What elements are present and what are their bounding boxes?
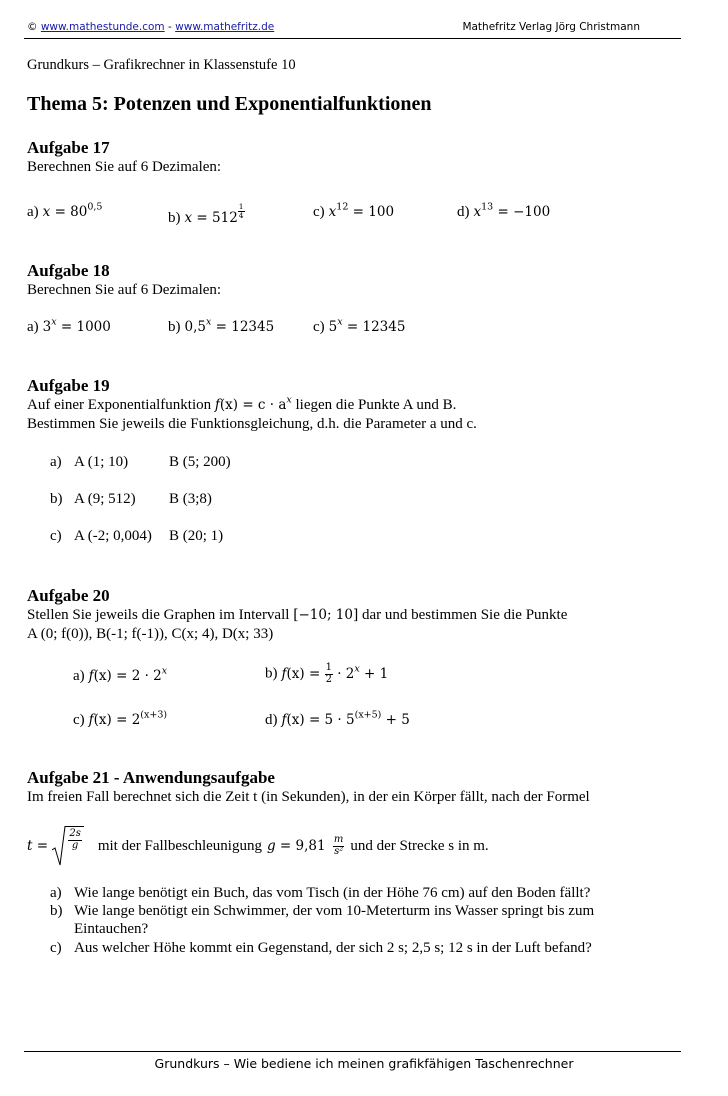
header-publisher: Mathefritz Verlag Jörg Christmann bbox=[462, 21, 640, 33]
task-18-a: a) $3^x = 1000$ bbox=[27, 316, 111, 335]
footer-text: Grundkurs – Wie bediene ich meinen grafikfähigen Taschenrechner bbox=[154, 1056, 574, 1071]
task-20-d: d) $f(x) = 5 \cdot 5^{(x+5)} + 5$ bbox=[265, 709, 410, 728]
task-18-b: b) $0,5^x = 12345$ bbox=[168, 316, 275, 335]
task-19-heading: Aufgabe 19 bbox=[27, 376, 110, 395]
task-17-a: a) $x = 80^{0,5}$ bbox=[27, 201, 103, 220]
header-links bbox=[27, 21, 274, 33]
task-17-d: d) $x^{13} = -100$ bbox=[457, 201, 551, 220]
page-title: Thema 5: Potenzen und Exponentialfunktionen bbox=[27, 93, 432, 115]
task-20-b: b) f(x) = $\frac{1}{2}$ · $2^x + 1$ bbox=[265, 662, 389, 685]
task-18-c: c) $5^x = 12345$ bbox=[313, 316, 406, 335]
task-19-item-a: a) A (1; 10) B (5; 200) bbox=[50, 454, 231, 470]
root-sign-icon bbox=[52, 826, 66, 866]
task-20-line1: Stellen Sie jeweils die Graphen im Intervall [−10; 10] dar und bestimmen Sie die Punkte bbox=[27, 607, 568, 623]
task-20-line2: A (0; f(0)), B(-1; f(-1)), C(x; 4), D(x; 33) bbox=[27, 626, 274, 642]
footer-rule bbox=[24, 1051, 681, 1052]
task-20-a: a) $f(x) = 2 \cdot 2^x$ bbox=[73, 665, 168, 684]
square-root: $\frac{2s}{g}$ bbox=[52, 826, 84, 866]
task-19-line2: Bestimmen Sie jeweils die Funktionsgleichung, d.h. die Parameter a und c. bbox=[27, 416, 477, 432]
copyright-sign: © bbox=[27, 21, 38, 33]
task-17-b: b) x = 512 $\frac{1}{4}$ bbox=[168, 202, 244, 226]
task-19-item-c: c) A (-2; 0,004) B (20; 1) bbox=[50, 528, 224, 544]
course-line: Grundkurs – Grafikrechner in Klassenstufe 10 bbox=[27, 57, 296, 73]
task-19-item-b: b) A (9; 512) B (3;8) bbox=[50, 491, 212, 507]
task-18-instruction: Berechnen Sie auf 6 Dezimalen: bbox=[27, 282, 222, 298]
task-21-item-b: b) Wie lange benötigt ein Schwimmer, der vom 10-Meterturm ins Wasser springt bis zum bbox=[50, 903, 595, 919]
task-20-heading: Aufgabe 20 bbox=[27, 586, 110, 605]
task-20-c: c) $f(x) = 2^{(x+3)}$ bbox=[73, 709, 168, 728]
task-17-c: c) $x^{12} = 100$ bbox=[313, 201, 395, 220]
task-21-item-c: c) Aus welcher Höhe kommt ein Gegenstand, der sich 2 s; 2,5 s; 12 s in der Luft befand? bbox=[50, 940, 592, 956]
link-mathestunde[interactable]: www.mathestunde.com bbox=[40, 21, 165, 33]
task-19-line1: Auf einer Exponentialfunktion $f(x) = c \cdot a^x$ liegen die Punkte A und B. bbox=[27, 394, 457, 413]
task-17-instruction: Berechnen Sie auf 6 Dezimalen: bbox=[27, 159, 222, 175]
task-21-intro: Im freien Fall berechnet sich die Zeit t (in Sekunden), in der ein Körper fällt, nach der Formel bbox=[27, 789, 590, 805]
task-21-heading: Aufgabe 21 - Anwendungsaufgabe bbox=[27, 768, 275, 787]
task-17-heading: Aufgabe 17 bbox=[27, 138, 110, 157]
header-separator: - bbox=[168, 21, 172, 33]
link-mathefritz[interactable]: www.mathefritz.de bbox=[175, 21, 275, 33]
task-21-formula: t = $\frac{2s}{g}$ mit der Fallbeschleunigung g = 9,81 $\frac{m}{\text{s²}}$ und der Strecke s in m. bbox=[27, 826, 489, 866]
task-21-item-b-cont: Eintauchen? bbox=[74, 921, 149, 937]
task-21-item-a: a) Wie lange benötigt ein Buch, das vom Tisch (in der Höhe 76 cm) auf den Boden fällt? bbox=[50, 885, 591, 901]
header-rule bbox=[24, 38, 681, 39]
task-18-heading: Aufgabe 18 bbox=[27, 261, 110, 280]
